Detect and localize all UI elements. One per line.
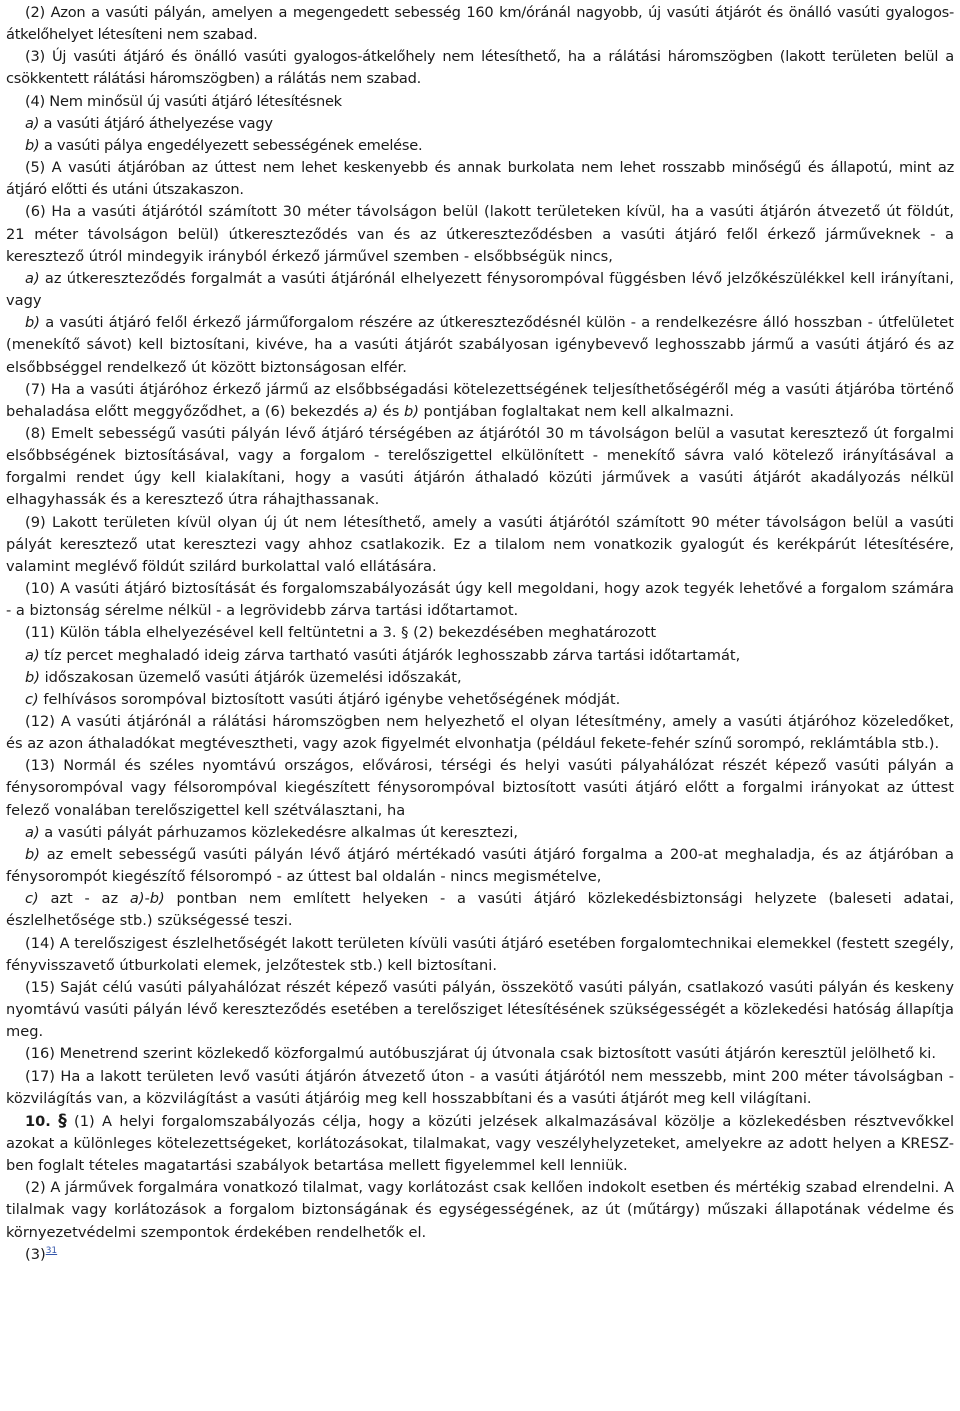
item-text: az emelt sebességű vasúti pályán lévő átjáró mértékadó vasúti átjáró forgalma a 200-at meghaladja, és az átjáróban a fénysorompót kiegészítő félsorompó - az úttest bal oldalán - nincs megismételve,: [6, 845, 954, 886]
paragraph: [6, 379, 954, 423]
list-item: [6, 822, 954, 844]
paragraph: (5) A vasúti átjáróban az úttest nem lehet keskenyebb és annak burkolata nem lehet rosszabb minőségű és állapotú, mint az átjáró előtti és utáni útszakaszon.: [6, 159, 954, 199]
paragraph: (15) Saját célú vasúti pályahálózat részét képező vasúti pályán, összekötő vasúti pályán, csatlakozó vasúti pályán és keskeny nyomtávú vasúti pályán lévő kereszteződés esetében a terelősziget létesítésének szükségességét a közlekedési hatóság állapítja meg.: [6, 978, 954, 1041]
paragraph: (3) Új vasúti átjáró és önálló vasúti gyalogos-átkelőhely nem létesíthető, ha a rálátási háromszögben (lakott területen belül a csökkentett rálátási háromszögben) a rálátás nem szabad.: [6, 48, 954, 88]
item-text: a vasúti pálya engedélyezett sebességének emelése.: [39, 136, 423, 154]
list-item: [6, 135, 954, 157]
item-label: a)-b): [129, 890, 165, 908]
text-run: azt - az: [38, 890, 130, 908]
item-label: a): [363, 402, 379, 420]
paragraph: (9) Lakott területen kívül olyan új út nem létesíthető, amely a vasúti átjárótól számított 90 méter távolságon belül a vasúti pályát keresztező utat keresztezi vagy ahhoz csatlakozik. Ez a tilalom nem vonatkozik gyalogút és kerékpárút létesítésére, valamint meglévő földút szilárd burkolattal való ellátására.: [6, 513, 954, 575]
section-number: 10.: [25, 1112, 51, 1130]
paragraph: (10) A vasúti átjáró biztosítását és forgalomszabályozását úgy kell megoldani, hogy azok tegyék lehetővé a forgalom számára - a biztonság sérelme nélkül - a legrövidebb zárva tartási időtartamot.: [6, 580, 954, 620]
paragraph: (16) Menetrend szerint közlekedő közforgalmú autóbuszjárat új útvonala csak biztosított vasúti átjárón keresztül jelölhető ki.: [25, 1045, 936, 1063]
footnote-link[interactable]: 31: [45, 1245, 58, 1256]
paragraph: (4) Nem minősül új vasúti átjáró létesítésnek: [25, 92, 342, 110]
item-label: a): [25, 114, 40, 132]
list-item: [6, 113, 954, 135]
paragraph: (8) Emelt sebességű vasúti pályán lévő átjáró térségében az átjárótól 30 m távolságon belül a vasutat keresztező út forgalmi elsőbbségének biztosításával, vagy a forgalom - terelőszigettel elkülönített - menekítő sávra való kötelező irányításával a forgalmi rendet úgy kell kialakítani, hogy a vasúti átjárón áthaladó közúti járművek a vasúti átjárót akadályozás nélkül elhagyhassák és a keresztező útra ráhajthassanak.: [6, 424, 954, 509]
text-run: pontjában foglaltakat nem kell alkalmazni.: [418, 402, 735, 420]
list-item: [6, 645, 954, 667]
item-label: a): [25, 823, 40, 841]
item-text: az útkereszteződés forgalmát a vasúti átjárónál elhelyezett fénysorompóval függésben lévő jelzőkészülékkel kell irányítani, vagy: [6, 269, 954, 310]
paragraph: (2) Azon a vasúti pályán, amelyen a megengedett sebesség 160 km/óránál nagyobb, új vasúti átjárót és önálló vasúti gyalogos-átkelőhelyet létesíteni nem szabad.: [6, 4, 954, 44]
item-text: a vasúti átjáró áthelyezése vagy: [39, 114, 273, 132]
paragraph: (14) A terelőszigest észlelhetőségét lakott területen kívüli vasúti átjáró esetében forgalomtechnikai elemekkel (festett szegély, fényvisszavető útburkolati elemek, jelzőtestek stb.) kell biztosítani.: [6, 934, 954, 974]
item-label: b): [403, 402, 419, 420]
paragraph-number: (3): [25, 1245, 46, 1263]
item-text: tíz percet meghaladó ideig zárva tartható vasúti átjárók leghosszabb zárva tartási időtartamát,: [39, 646, 741, 664]
paragraph: (13) Normál és széles nyomtávú országos, elővárosi, térségi és helyi vasúti pályahálózat részét képező vasúti pályán a fénysorompóval vagy félsorompóval kiegészített fénysorompóval biztosított vasúti átjáró előtt a forgalmi irányokat az úttest felező vonalában terelőszigettel kell szétválasztani, ha: [6, 757, 954, 819]
text-run: pontban nem említett helyeken - a vasúti átjáró közlekedésbiztonsági helyzete (baleseti adatai, észlelhetősége stb.) szükségessé teszi.: [6, 890, 954, 930]
paragraph: (2) A járművek forgalmára vonatkozó tilalmat, vagy korlátozást csak kellően indokolt esetben és mértékig szabad elrendelni. A tilalmak vagy korlátozások a forgalom biztonságának és egységességének, az út (műtárgy) műszaki állapotának védelme és környezetvédelmi szempontok érdekében rendelhetők el.: [6, 1179, 954, 1241]
paragraph: [6, 1244, 954, 1266]
item-label: c): [25, 690, 39, 708]
item-label: b): [25, 314, 40, 332]
item-label: b): [25, 845, 40, 863]
text-run: (7) Ha a vasúti átjáróhoz érkező jármű az elsőbbségadási kötelezettségének teljesíthetőségéről még a vasúti átjáróba történő behaladása előtt meggyőződhet, a (6) bekezdés: [6, 380, 954, 420]
paragraph: (11) Külön tábla elhelyezésével kell feltüntetni a 3. § (2) bekezdésében meghatározott: [25, 624, 657, 642]
section-text: (1) A helyi forgalomszabályozás célja, hogy a közúti jelzések alkalmazásával közölje a közlekedésben résztvevőkkel azokat a különleges kötelezettségeket, korlátozásokat, tilalmakat, vagy veszélyhelyzeteket, amelyekre az adott helyen a KRESZ-ben foglalt tételes magatartási szabályok betartása mellett figyelemmel kell lenniük.: [6, 1112, 954, 1175]
item-text: a vasúti pályát párhuzamos közlekedésre alkalmas út keresztezi,: [39, 823, 519, 841]
item-text: időszakosan üzemelő vasúti átjárók üzemelési időszakát,: [39, 668, 462, 686]
item-text: a vasúti átjáró felől érkező járműforgalom részére az útkereszteződésnél külön - a rendelkezésre álló hosszban - útfelületet (menekítő sávot) kell biztosítani, kivéve, ha a vasúti átjárót szabályosan igénybevevő leghosszabb jármű a vasúti átjáró és az elsőbbséggel rendelkező út között biztonságosan elfér.: [6, 314, 954, 376]
item-text: felhívásos sorompóval biztosított vasúti átjáró igénybe vehetőségének módját.: [38, 690, 621, 708]
item-label: b): [25, 136, 40, 154]
list-item: [6, 888, 954, 932]
item-label: a): [25, 646, 40, 664]
paragraph: (12) A vasúti átjárónál a rálátási háromszögben nem helyezhető el olyan létesítmény, amely a vasúti átjáróhoz közeledőket, és az azon áthaladókat megtévesztheti, vagy azok figyelmét elvonhatja (például fekete-fehér színű sorompó, reklámtábla stb.).: [6, 713, 954, 753]
list-item: [6, 667, 954, 689]
section-paragraph: [6, 1110, 954, 1177]
item-label: c): [25, 890, 39, 908]
list-item: [6, 268, 954, 312]
list-item: [6, 312, 954, 378]
list-item: [6, 844, 954, 888]
item-label: b): [25, 668, 40, 686]
text-run: és: [378, 402, 404, 420]
paragraph: (17) Ha a lakott területen levő vasúti átjárón átvezető úton - a vasúti átjárótól nem messzebb, mint 200 méter távolságban - közvilágítás van, a közvilágítást a vasúti átjáróig meg kell hosszabbítani és a vasúti átjárót meg kell világítani.: [6, 1067, 954, 1107]
list-item: [6, 689, 954, 711]
paragraph: (6) Ha a vasúti átjárótól számított 30 méter távolságon belül (lakott területeken kívül, ha a vasúti átjárón átvezető út földút, 21 méter távolságon belül) útkereszteződés van és az útkereszteződésben a vasúti átjáró felől érkező járműveknek - a keresztező útról mindegyik irányból érkező járművel szemben - elsőbbségük nincs,: [6, 203, 954, 265]
item-label: a): [25, 269, 40, 287]
section-sign: §: [58, 1110, 67, 1131]
